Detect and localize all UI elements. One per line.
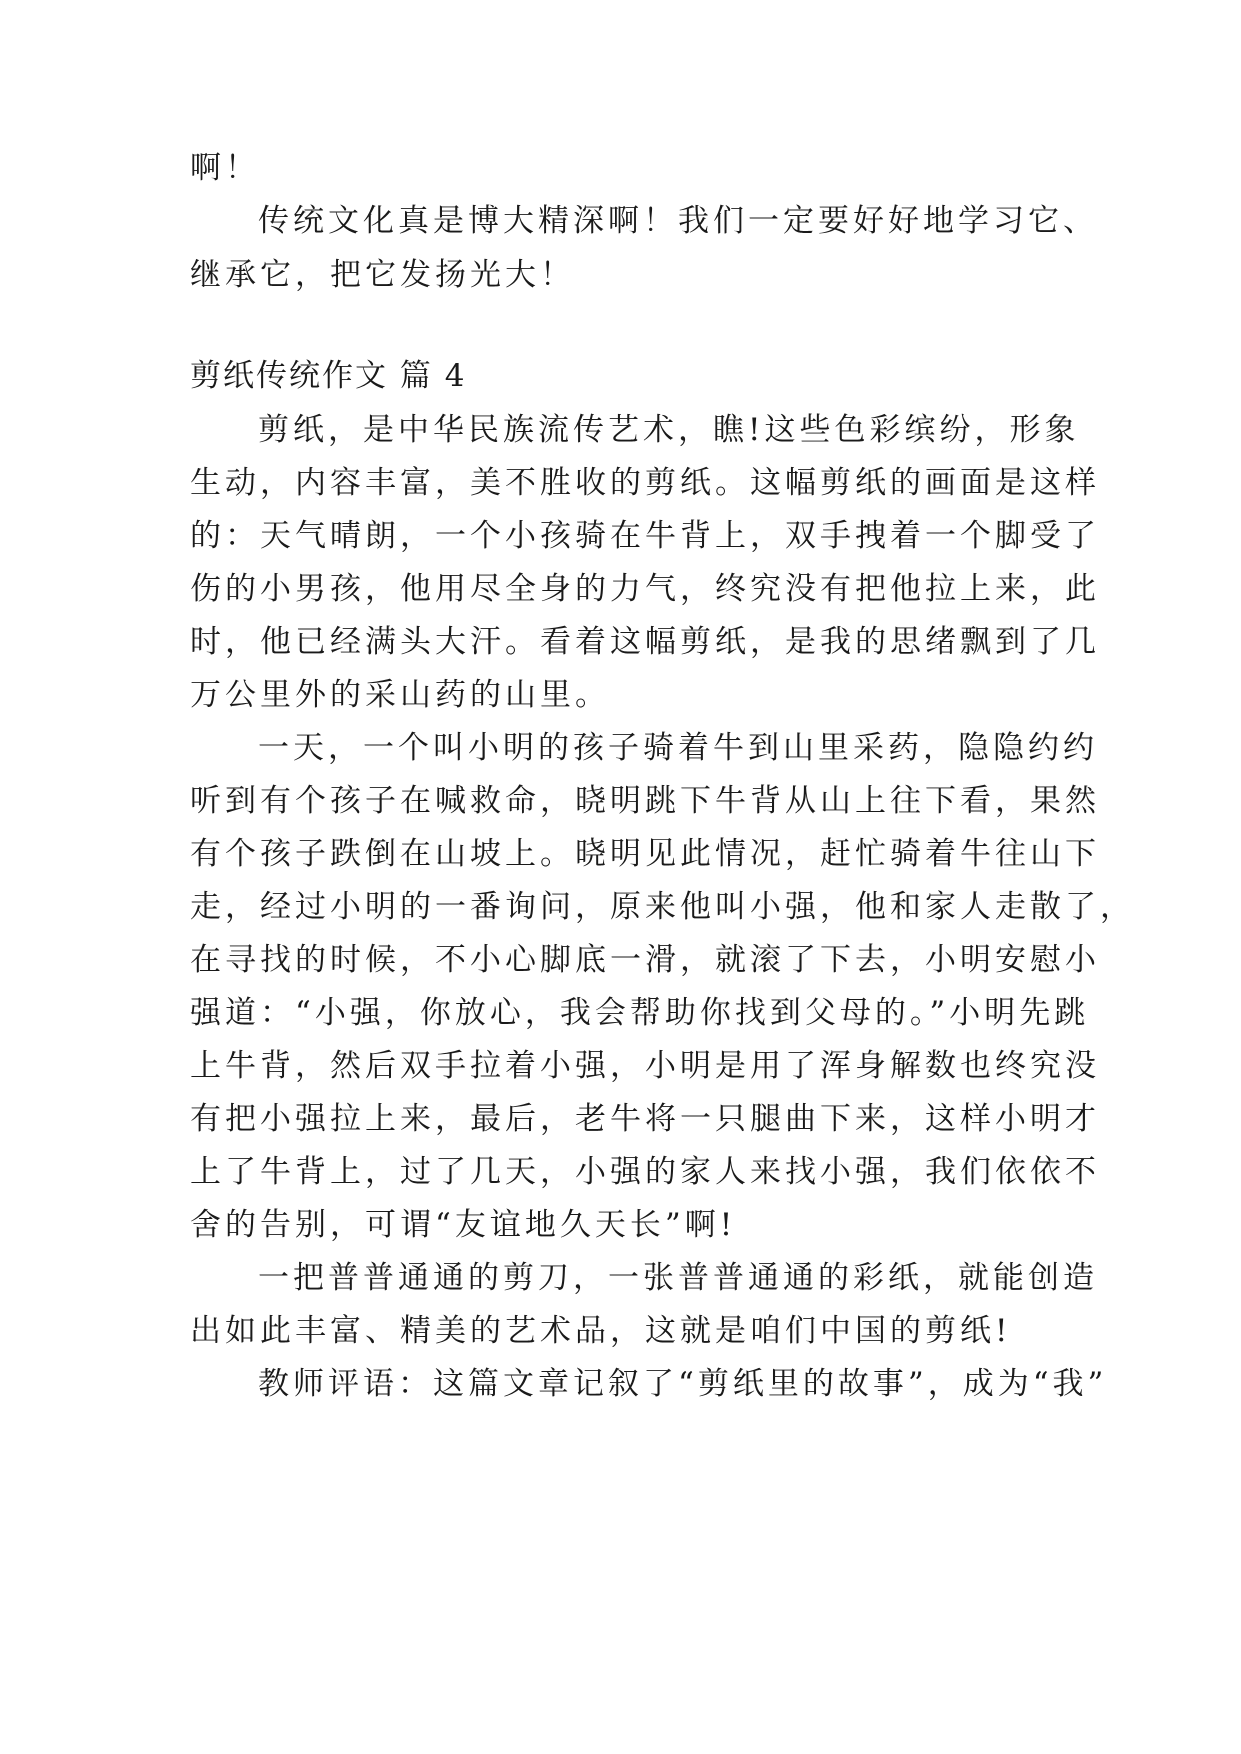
text-line: 舍的告别，可谓“友谊地久天长”啊! [190,1207,737,1243]
text-line: 有个孩子跌倒在山坡上。晓明见此情况，赶忙骑着牛往山下 [190,836,1100,872]
text-line: 时，他已经满头大汗。看着这幅剪纸，是我的思绪飘到了几 [190,624,1100,660]
text-line: 在寻找的时候，不小心脚底一滑，就滚了下去，小明安慰小 [190,942,1100,978]
text-line: 有把小强拉上来，最后，老牛将一只腿曲下来，这样小明才 [190,1101,1100,1137]
text-line: 出如此丰富、精美的艺术品，这就是咱们中国的剪纸! [190,1313,1012,1349]
text-line: 一天，一个叫小明的孩子骑着牛到山里采药，隐隐约约 [258,730,1098,766]
text-line: 万公里外的采山药的山里。 [190,677,610,713]
text-line: 上牛背，然后双手拉着小强，小明是用了浑身解数也终究没 [190,1048,1100,1084]
text-line: 强道：“小强，你放心，我会帮助你找到父母的。”小明先跳 [190,995,1090,1031]
text-line: 上了牛背上，过了几天，小强的家人来找小强，我们依依不 [190,1154,1100,1190]
text-line: 走，经过小明的一番询问，原来他叫小强，他和家人走散了， [190,889,1135,925]
section-heading: 剪纸传统作文 篇 4 [190,358,467,394]
text-line: 听到有个孩子在喊救命，晓明跳下牛背从山上往下看，果然 [190,783,1100,819]
text-line: 生动，内容丰富，美不胜收的剪纸。这幅剪纸的画面是这样 [190,465,1100,501]
text-line: 继承它，把它发扬光大！ [190,257,575,293]
text-line: 剪纸，是中华民族流传艺术，瞧!这些色彩缤纷，形象 [258,412,1080,448]
text-line: 传统文化真是博大精深啊！我们一定要好好地学习它、 [258,203,1098,239]
text-line: 教师评语：这篇文章记叙了“剪纸里的故事”，成为“我” [258,1366,1108,1402]
text-line: 一把普普通通的剪刀，一张普普通通的彩纸，就能创造 [258,1260,1098,1296]
text-line: 伤的小男孩，他用尽全身的力气，终究没有把他拉上来，此 [190,571,1100,607]
text-line: 的：天气晴朗，一个小孩骑在牛背上，双手拽着一个脚受了 [190,518,1100,554]
text-line: 啊！ [190,150,260,186]
